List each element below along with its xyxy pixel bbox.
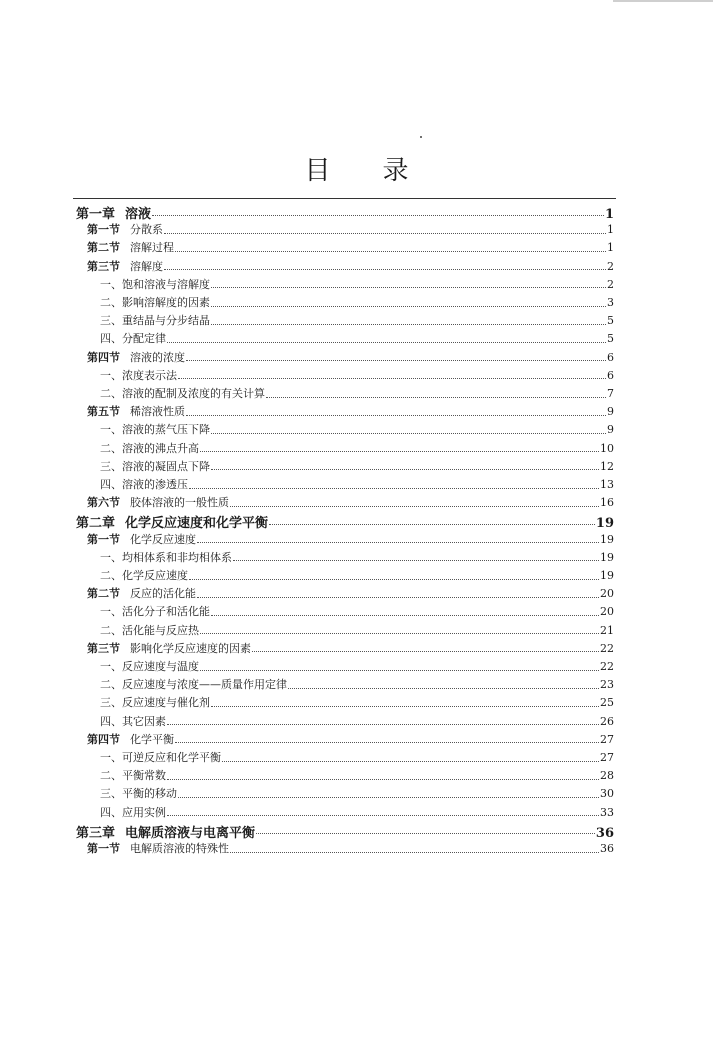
toc-page-number: 23 xyxy=(600,678,614,692)
toc-leader-dots xyxy=(178,378,606,379)
toc-entry-title: 三、溶液的凝固点下降 xyxy=(100,459,210,473)
toc-item-row xyxy=(100,476,614,494)
toc-leader-dots xyxy=(167,342,606,343)
toc-section-row xyxy=(87,239,614,257)
toc-section-row xyxy=(87,585,614,603)
toc-page-number: 2 xyxy=(607,277,614,291)
toc-entry-number: 第三章 xyxy=(76,825,116,840)
toc-entry-label xyxy=(100,767,166,783)
toc-page-number: 6 xyxy=(607,350,614,364)
toc-item-row xyxy=(100,676,614,694)
toc-entry-number: 第六节 xyxy=(87,496,120,510)
toc-leader-dots xyxy=(200,451,599,452)
toc-entry-title: 反应的活化能 xyxy=(130,587,196,601)
toc-leader-dots xyxy=(256,833,595,834)
toc-item-row xyxy=(100,603,614,621)
toc-chapter-row xyxy=(76,512,614,530)
toc-entry-label xyxy=(100,367,177,383)
toc-page-number: 26 xyxy=(600,714,614,728)
toc-page-number: 5 xyxy=(607,332,614,346)
toc-page-number: 10 xyxy=(600,441,614,455)
toc-leader-dots xyxy=(197,597,599,598)
toc-item-row xyxy=(100,330,614,348)
toc-page-number: 33 xyxy=(600,805,614,819)
toc-page-number: 7 xyxy=(607,387,614,400)
toc-section-row xyxy=(87,731,614,749)
toc-entry-label xyxy=(87,640,251,656)
toc-entry-title: 一、可逆反应和化学平衡 xyxy=(100,751,221,764)
toc-page-number: 27 xyxy=(600,751,614,764)
toc-entry-title: 一、反应速度与温度 xyxy=(100,660,199,673)
toc-entry-label xyxy=(100,658,199,674)
toc-entry-label xyxy=(87,239,174,255)
scan-speck xyxy=(420,136,422,138)
toc-entry-label xyxy=(100,476,188,492)
toc-entry-title: 三、反应速度与催化剂 xyxy=(100,696,210,710)
toc-entry-label xyxy=(100,567,188,583)
toc-page-number: 22 xyxy=(600,641,614,655)
toc-section-row xyxy=(87,258,614,276)
toc-entry-label xyxy=(87,403,185,419)
toc-entry-number: 第一章 xyxy=(76,207,116,221)
toc-page-number: 3 xyxy=(607,296,614,309)
toc-entry-label xyxy=(76,822,255,840)
toc-entry-title: 溶解过程 xyxy=(130,241,174,255)
toc-page-number: 19 xyxy=(600,569,614,582)
toc-entry-label xyxy=(100,458,210,474)
toc-entry-label xyxy=(100,694,210,710)
toc-leader-dots xyxy=(233,560,599,561)
toc-page-number: 30 xyxy=(600,787,614,801)
toc-entry-title: 一、浓度表示法 xyxy=(100,368,177,382)
toc-entry-title: 电解质溶液的特殊性 xyxy=(130,842,229,855)
toc-page-number: 1 xyxy=(607,223,614,237)
toc-leader-dots xyxy=(288,688,599,689)
page-title-char-2: 录 xyxy=(382,156,409,186)
toc-entry-title: 二、活化能与反应热 xyxy=(100,623,199,637)
toc-entry-number: 第二节 xyxy=(87,587,120,601)
toc-entry-title: 四、分配定律 xyxy=(100,332,166,346)
toc-item-row xyxy=(100,312,614,330)
toc-page-number: 19 xyxy=(595,516,614,531)
toc-leader-dots xyxy=(178,797,599,798)
toc-item-row xyxy=(100,749,614,767)
toc-entry-label xyxy=(87,221,163,237)
toc-entry-title: 三、重结晶与分步结晶 xyxy=(100,314,210,328)
scan-corner-mark xyxy=(613,0,713,2)
toc-leader-dots xyxy=(252,651,599,652)
toc-entry-label xyxy=(87,258,163,274)
toc-page-number: 1 xyxy=(604,207,614,221)
toc-entry-title: 稀溶液性质 xyxy=(130,405,185,419)
header-rule xyxy=(73,198,616,199)
toc-entry-label xyxy=(87,531,196,547)
toc-entry-label xyxy=(100,276,210,292)
toc-entry-title: 二、化学反应速度 xyxy=(100,569,188,582)
toc-leader-dots xyxy=(175,742,599,743)
toc-item-row xyxy=(100,440,614,458)
toc-item-row xyxy=(100,276,614,294)
toc-entry-label xyxy=(100,421,210,437)
toc-item-row xyxy=(100,713,614,731)
toc-page-number: 36 xyxy=(595,825,614,840)
toc-entry-number: 第一节 xyxy=(87,532,120,546)
toc-entry-number: 第二节 xyxy=(87,241,120,255)
toc-entry-title: 一、溶液的蒸气压下降 xyxy=(100,423,210,437)
toc-page-number: 36 xyxy=(600,842,614,855)
toc-entry-label xyxy=(100,713,166,729)
toc-entry-title: 四、溶液的渗透压 xyxy=(100,478,188,491)
toc-entry-number: 第一节 xyxy=(87,842,120,855)
toc-entry-title: 一、活化分子和活化能 xyxy=(100,605,210,619)
toc-entry-title: 胶体溶液的一般性质 xyxy=(130,496,229,510)
toc-page-number: 21 xyxy=(600,623,614,637)
toc-section-row xyxy=(87,531,614,549)
toc-entry-number: 第五节 xyxy=(87,405,120,419)
toc-section-row xyxy=(87,221,614,239)
toc-leader-dots xyxy=(164,269,606,270)
toc-item-row xyxy=(100,804,614,822)
toc-item-row xyxy=(100,458,614,476)
toc-entry-title: 化学反应速度 xyxy=(130,532,196,546)
toc-leader-dots xyxy=(200,670,599,671)
toc-entry-title: 四、应用实例 xyxy=(100,805,166,819)
toc-page-number: 2 xyxy=(607,259,614,273)
page-title xyxy=(0,150,713,187)
toc-leader-dots xyxy=(167,815,599,816)
toc-leader-dots xyxy=(152,215,604,216)
toc-entry-label xyxy=(76,203,151,221)
toc-page-number: 27 xyxy=(600,732,614,746)
toc-entry-label xyxy=(87,349,185,365)
toc-page-number: 12 xyxy=(600,459,614,473)
toc-entry-title: 二、溶液的配制及浓度的有关计算 xyxy=(100,387,265,400)
toc-leader-dots xyxy=(186,415,606,416)
toc-leader-dots xyxy=(189,488,599,489)
toc-entry-label xyxy=(100,294,210,310)
toc-page-number: 1 xyxy=(607,241,614,255)
toc-page-number: 28 xyxy=(600,769,614,783)
toc-page-number: 16 xyxy=(600,496,614,510)
toc-entry-title: 溶解度 xyxy=(130,259,163,273)
toc-item-row xyxy=(100,658,614,676)
toc-item-row xyxy=(100,767,614,785)
toc-entry-number: 第二章 xyxy=(76,516,116,531)
toc-section-row xyxy=(87,840,614,858)
toc-entry-title: 二、溶液的沸点升高 xyxy=(100,441,199,455)
toc-item-row xyxy=(100,622,614,640)
toc-item-row xyxy=(100,385,614,403)
toc-leader-dots xyxy=(211,706,599,707)
toc-chapter-row xyxy=(76,203,614,221)
toc-entry-label xyxy=(100,603,210,619)
toc-entry-title: 影响化学反应速度的因素 xyxy=(130,641,251,655)
toc-leader-dots xyxy=(167,779,599,780)
toc-entry-number: 第一节 xyxy=(87,223,120,237)
page-title-char-1: 目 xyxy=(304,156,331,186)
toc-entry-label xyxy=(100,804,166,820)
toc-entry-title: 四、其它因素 xyxy=(100,714,166,728)
toc-leader-dots xyxy=(211,615,599,616)
toc-entry-label xyxy=(87,585,196,601)
toc-leader-dots xyxy=(211,469,599,470)
toc-page-number: 9 xyxy=(607,423,614,437)
toc-entry-title: 化学平衡 xyxy=(130,732,174,746)
toc-leader-dots xyxy=(211,433,606,434)
toc-item-row xyxy=(100,367,614,385)
toc-entry-label xyxy=(100,622,199,638)
toc-entry-label xyxy=(100,385,265,401)
toc-entry-number: 第四节 xyxy=(87,350,120,364)
toc-item-row xyxy=(100,294,614,312)
toc-item-row xyxy=(100,785,614,803)
toc-section-row xyxy=(87,403,614,421)
toc-item-row xyxy=(100,694,614,712)
toc-entry-label xyxy=(100,676,287,692)
toc-entry-label xyxy=(100,749,221,765)
toc-section-row xyxy=(87,640,614,658)
toc-leader-dots xyxy=(222,761,599,762)
toc-chapter-row xyxy=(76,822,614,840)
toc-entry-title: 二、平衡常数 xyxy=(100,769,166,783)
toc-entry-label xyxy=(87,731,174,747)
toc-entry-label xyxy=(100,440,199,456)
toc-leader-dots xyxy=(189,579,599,580)
toc-page-number: 19 xyxy=(600,532,614,546)
toc-entry-number: 第三节 xyxy=(87,641,120,655)
toc-item-row xyxy=(100,421,614,439)
toc-page-number: 9 xyxy=(607,405,614,419)
toc-leader-dots xyxy=(200,633,599,634)
toc-page-number: 13 xyxy=(600,478,614,491)
toc-entry-title: 溶液 xyxy=(125,207,152,221)
toc-leader-dots xyxy=(269,524,595,525)
toc-page-number: 5 xyxy=(607,314,614,328)
toc-leader-dots xyxy=(211,324,606,325)
toc-entry-title: 一、均相体系和非均相体系 xyxy=(100,550,232,564)
toc-page-number: 20 xyxy=(600,605,614,619)
toc-page-number: 6 xyxy=(607,368,614,382)
toc-entry-number: 第四节 xyxy=(87,732,120,746)
toc-entry-label xyxy=(76,512,268,530)
toc-leader-dots xyxy=(230,506,599,507)
toc-page-number: 22 xyxy=(600,660,614,673)
toc-page-number: 25 xyxy=(600,696,614,710)
toc-entry-label xyxy=(100,312,210,328)
toc-entry-title: 溶液的浓度 xyxy=(130,350,185,364)
toc-leader-dots xyxy=(164,233,606,234)
toc-leader-dots xyxy=(186,360,606,361)
toc-entry-label xyxy=(100,330,166,346)
toc-entry-number: 第三节 xyxy=(87,259,120,273)
toc-leader-dots xyxy=(230,852,599,853)
toc-item-row xyxy=(100,567,614,585)
toc-item-row xyxy=(100,549,614,567)
toc-entry-label xyxy=(87,494,229,510)
toc-leader-dots xyxy=(211,287,606,288)
toc-entry-label xyxy=(100,785,177,801)
toc-entry-title: 电解质溶液与电离平衡 xyxy=(125,825,256,840)
toc-leader-dots xyxy=(197,542,599,543)
toc-entry-title: 二、影响溶解度的因素 xyxy=(100,296,210,309)
toc-entry-title: 二、反应速度与浓度——质量作用定律 xyxy=(100,678,287,692)
toc-entry-title: 化学反应速度和化学平衡 xyxy=(125,516,269,531)
toc-leader-dots xyxy=(266,397,606,398)
toc-section-row xyxy=(87,349,614,367)
toc-leader-dots xyxy=(175,251,606,252)
toc-page-number: 19 xyxy=(600,550,614,564)
toc-leader-dots xyxy=(167,724,599,725)
toc-page-number: 20 xyxy=(600,587,614,601)
toc-entry-title: 一、饱和溶液与溶解度 xyxy=(100,277,210,291)
toc-section-row xyxy=(87,494,614,512)
toc-entry-label xyxy=(100,549,232,565)
toc-entry-title: 分散系 xyxy=(130,223,163,237)
toc-entry-title: 三、平衡的移动 xyxy=(100,787,177,801)
toc-leader-dots xyxy=(211,306,606,307)
toc-entry-label xyxy=(87,840,229,856)
